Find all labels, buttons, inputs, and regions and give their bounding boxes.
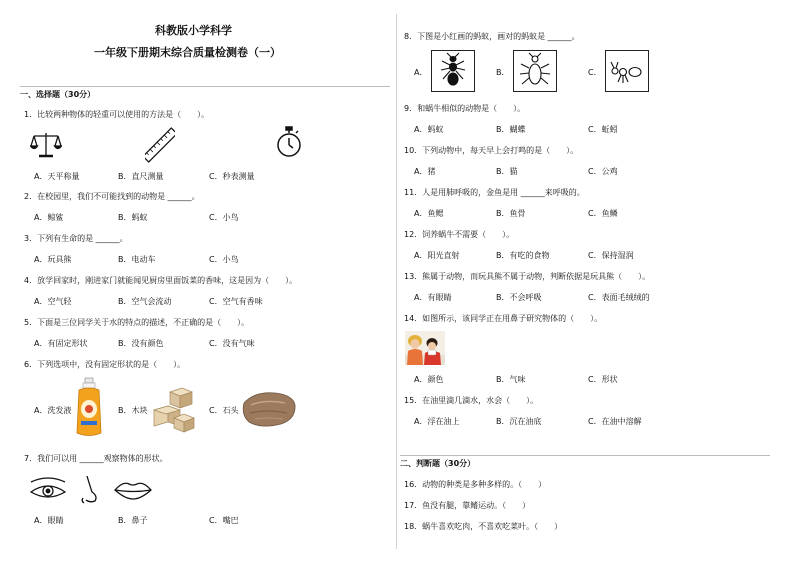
ant-b-icon <box>514 51 556 91</box>
shampoo-bottle-icon <box>74 377 104 439</box>
ant-drawing-c <box>605 50 649 92</box>
q16-stem: 16．动物的种类是多种多样的。（ ） <box>404 480 547 489</box>
q18-stem: 18．蜗牛喜欢吃肉，不喜欢吃菜叶。（ ） <box>404 522 563 531</box>
title-line-1: 科教版小学科学 <box>155 24 232 37</box>
section-heading-choice: 一、选择题（30分） <box>20 90 96 99</box>
q1-option-b: B．直尺测量 <box>118 172 164 181</box>
q8-option-c: C． <box>588 68 602 77</box>
q12-option-a: A．阳光直射 <box>414 251 460 260</box>
q10-stem: 10．下列动物中，每天早上会打鸣的是（ ）。 <box>404 146 579 155</box>
q1-option-a: A．天平称量 <box>34 172 80 181</box>
q6-option-b: B．木块 <box>118 406 148 415</box>
q7-stem: 7．我们可以用 ______观察物体的形状。 <box>24 454 168 463</box>
q9-stem: 9．和蜗牛相似的动物是（ ）。 <box>404 104 526 113</box>
q3-option-b: B．电动车 <box>118 255 156 264</box>
left-column <box>0 0 396 561</box>
q13-option-a: A．有眼睛 <box>414 293 452 302</box>
nose-icon <box>78 474 100 506</box>
q12-stem: 12．饲养蜗牛不需要（ ）。 <box>404 230 515 239</box>
q15-option-b: B．沉在油底 <box>496 417 542 426</box>
child-smelling-icon <box>405 331 445 365</box>
q11-option-b: B．鱼骨 <box>496 209 526 218</box>
q11-option-c: C．鱼鳞 <box>588 209 618 218</box>
q5-option-a: A．有固定形状 <box>34 339 88 348</box>
q14-option-c: C．形状 <box>588 375 618 384</box>
eye-icon <box>28 476 68 502</box>
column-divider <box>396 14 397 549</box>
q6-option-a: A．洗发液 <box>34 406 72 415</box>
q11-stem: 11．人是用肺呼吸的，金鱼是用 ______来呼吸的。 <box>404 188 585 197</box>
q2-stem: 2．在校园里，我们不可能找到的动物是 ______。 <box>24 192 200 201</box>
q15-option-c: C．在油中溶解 <box>588 417 642 426</box>
q3-option-a: A．玩具熊 <box>34 255 72 264</box>
stopwatch-icon <box>276 126 302 160</box>
wood-blocks-icon <box>150 384 196 434</box>
q13-stem: 13．熊属于动物，而玩具熊不属于动物，判断依据是玩具熊（ ）。 <box>404 272 651 281</box>
q14-option-b: B．气味 <box>496 375 526 384</box>
q4-option-b: B．空气会流动 <box>118 297 172 306</box>
q2-option-a: A．鲸鲨 <box>34 213 64 222</box>
ant-a-icon <box>432 51 474 91</box>
q13-option-b: B．不会呼吸 <box>496 293 542 302</box>
ant-c-icon <box>606 51 648 91</box>
q3-stem: 3．下列有生命的是 ______。 <box>24 234 128 243</box>
title-line-2: 一年级下册期末综合质量检测卷（一） <box>94 46 281 59</box>
q8-option-a: A． <box>414 68 428 77</box>
q5-stem: 5．下面是三位同学关于水的特点的描述，不正确的是（ ）。 <box>24 318 250 327</box>
q8-stem: 8．下图是小红画的蚂蚁，画对的蚂蚁是 ______。 <box>404 32 580 41</box>
q5-option-b: B．没有颜色 <box>118 339 164 348</box>
q4-stem: 4．放学回家时，刚进家门就能闻见厨房里面饭菜的香味，这是因为（ ）。 <box>24 276 298 285</box>
q5-option-c: C．没有气味 <box>209 339 255 348</box>
lips-icon <box>113 479 153 501</box>
section-heading-judge: 二、判断题（30分） <box>400 459 476 468</box>
q7-option-c: C．嘴巴 <box>209 516 239 525</box>
q2-option-c: C．小鸟 <box>209 213 239 222</box>
q15-stem: 15．在油里滴几滴水，水会（ ）。 <box>404 396 539 405</box>
q13-option-c: C．表面毛绒绒的 <box>588 293 650 302</box>
balance-scale-icon <box>30 130 62 160</box>
q8-option-b: B． <box>496 68 510 77</box>
section-rule-2 <box>400 455 770 456</box>
q4-option-a: A．空气轻 <box>34 297 72 306</box>
q1-stem: 1．比较两种物体的轻重可以使用的方法是（ ）。 <box>24 110 210 119</box>
q7-option-a: A．眼睛 <box>34 516 64 525</box>
q11-option-a: A．鱼鳃 <box>414 209 444 218</box>
q7-option-b: B．鼻子 <box>118 516 148 525</box>
q1-option-c: C．秒表测量 <box>209 172 255 181</box>
ant-drawing-a <box>431 50 475 92</box>
q3-option-c: C．小鸟 <box>209 255 239 264</box>
q9-option-b: B．蝴蝶 <box>496 125 526 134</box>
q2-option-b: B．蚂蚁 <box>118 213 148 222</box>
section-rule <box>20 86 390 87</box>
q12-option-c: C．保持湿润 <box>588 251 634 260</box>
right-column <box>398 0 794 561</box>
q6-stem: 6．下列选项中，没有固定形状的是（ ）。 <box>24 360 186 369</box>
stone-icon <box>241 389 297 429</box>
q9-option-c: C．蚯蚓 <box>588 125 618 134</box>
q10-option-b: B．猫 <box>496 167 518 176</box>
q12-option-b: B．有吃的食物 <box>496 251 550 260</box>
q9-option-a: A．蚂蚁 <box>414 125 444 134</box>
q17-stem: 17．鱼没有腿，靠鳍运动。（ ） <box>404 501 531 510</box>
ant-drawing-b <box>513 50 557 92</box>
q14-option-a: A．颜色 <box>414 375 444 384</box>
q15-option-a: A．浮在油上 <box>414 417 460 426</box>
q14-stem: 14．如图所示，该同学正在用鼻子研究物体的（ ）。 <box>404 314 603 323</box>
q6-option-c: C．石头 <box>209 406 239 415</box>
q10-option-a: A．猪 <box>414 167 436 176</box>
ruler-icon <box>145 127 175 163</box>
q4-option-c: C．空气有香味 <box>209 297 263 306</box>
q10-option-c: C．公鸡 <box>588 167 618 176</box>
